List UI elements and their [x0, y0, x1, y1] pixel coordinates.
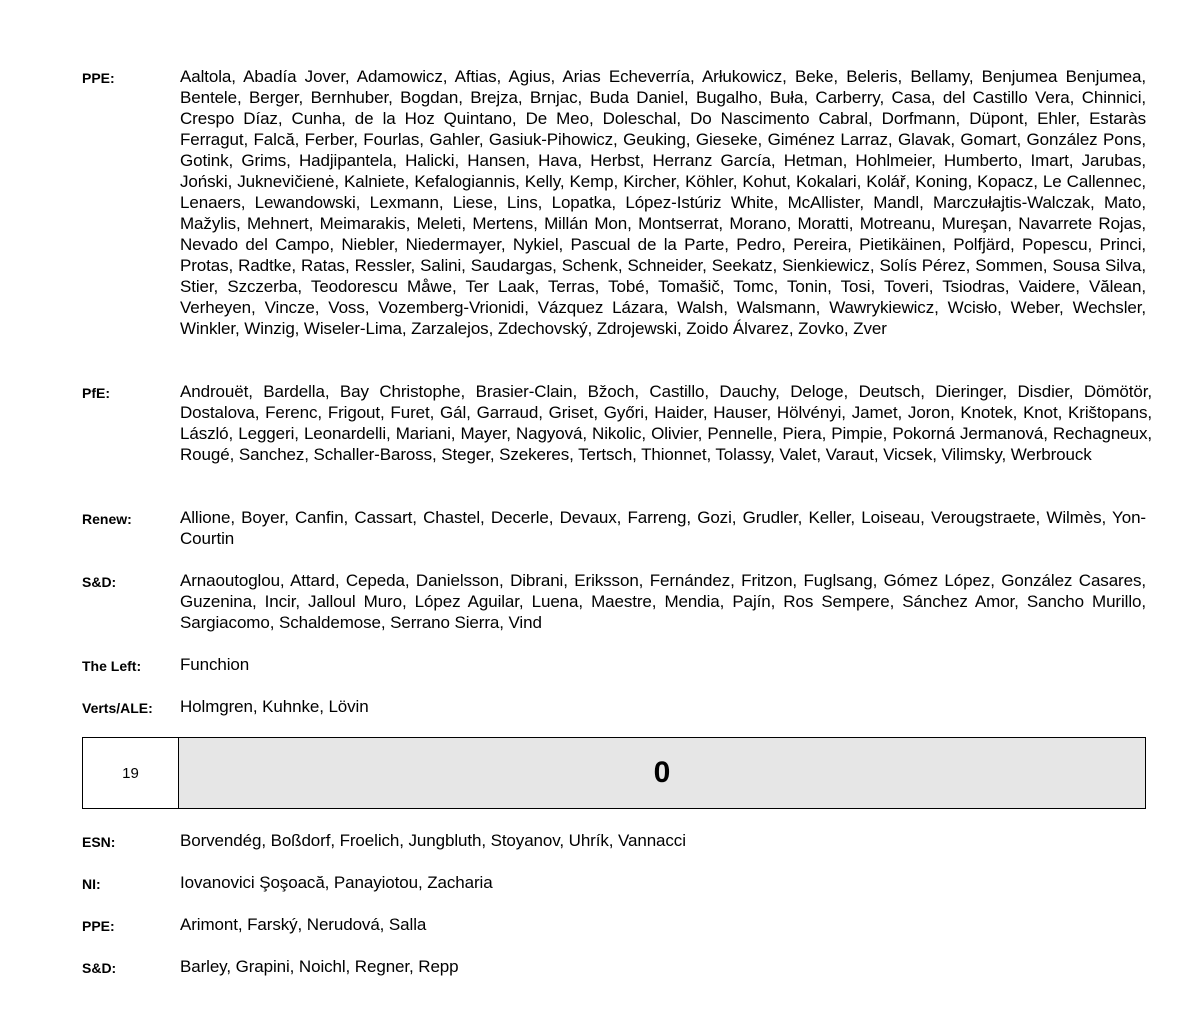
- group-member-names: Holmgren, Kuhnke, Lövin: [180, 697, 369, 716]
- group-label: PfE:: [82, 385, 110, 401]
- group-member-names: Iovanovici Şoşoacă, Panayiotou, Zacharia: [180, 873, 493, 892]
- group-member-names: Androuët, Bardella, Bay Christophe, Brasier-Clain, Bžoch, Castillo, Dauchy, Deloge, Deutsch, Dieringer, Disdier, Dömötör, Dostalova, Ferenc, Frigout, Furet, Gál, Garraud, Griset, Győri, Haider, Hauser, Hölvényi, Jamet, Joron, Knotek, Knot, Krištopans, László, Leggeri, Leonardelli, Mariani, Mayer, Nagyová, Nikolic, Olivier, Pennelle, Piera, Pimpie, Pokorná Jermanová, Rechagneux, Rougé, Sanchez, Schaller-Baross, Steger, Szekeres, Tertsch, Thionnet, Tolassy, Valet, Varaut, Vicsek, Vilimsky, Werbrouck: [180, 382, 1152, 464]
- group-member-names: Borvendég, Boßdorf, Froelich, Jungbluth, Stoyanov, Uhrík, Vannacci: [180, 831, 686, 850]
- group-member-names: Arimont, Farský, Nerudová, Salla: [180, 915, 427, 934]
- group-member-names: Arnaoutoglou, Attard, Cepeda, Danielsson, Dibrani, Eriksson, Fernández, Fritzon, Fuglsang, Gómez López, González Casares, Guzenina, Incir, Jalloul Muro, López Aguilar, Luena, Maestre, Mendia, Pajín, Ros Sempere, Sánchez Amor, Sancho Murillo, Sargiacomo, Schaldemose, Serrano Sierra, Vind: [180, 571, 1146, 632]
- vote-total: 0: [179, 738, 1145, 808]
- group-member-names: Aaltola, Abadía Jover, Adamowicz, Aftias, Agius, Arias Echeverría, Arłukowicz, Beke, Beleris, Bellamy, Benjumea Benjumea, Bentele, Berger, Bernhuber, Bogdan, Brejza, Brnjac, Buda Daniel, Bugalho, Buła, Carberry, Casa, del Castillo Vera, Chinnici, Crespo Díaz, Cunha, de la Hoz Quintano, De Meo, Doleschal, Do Nascimento Cabral, Dorfmann, Düpont, Ehler, Estaràs Ferragut, Falcă, Ferber, Fourlas, Gahler, Gasiuk-Pihowicz, Geuking, Gieseke, Giménez Larraz, Glavak, Gomart, González Pons, Gotink, Grims, Hadjipantela, Halicki, Hansen, Hava, Herbst, Herranz García, Hetman, Hohlmeier, Humberto, Imart, Jarubas, Joński, Juknevičienė, Kalniete, Kefalogiannis, Kelly, Kemp, Kircher, Köhler, Kohut, Kokalari, Kolář, Koning, Kopacz, Le Callennec, Lenaers, Lewandowski, Lexmann, Liese, Lins, Lopatka, López-Istúriz White, McAllister, Mandl, Marczułajtis-Walczak, Mato, Mažylis, Mehnert, Meimarakis, Meleti, Mertens, Millán Mon, Montserrat, Morano, Moratti, Motreanu, Mureşan, Navarrete Rojas, Nevado del Campo, Niebler, Niedermayer, Nykiel, Pascual de la Parte, Pedro, Pereira, Pietikäinen, Polfjärd, Popescu, Princi, Protas, Radtke, Ratas, Ressler, Salini, Saudargas, Schenk, Schneider, Seekatz, Sienkiewicz, Solís Pérez, Sommen, Sousa Silva, Stier, Szczerba, Teodorescu Måwe, Ter Laak, Terras, Tobé, Tomašič, Tomc, Tonin, Tosi, Toveri, Tsiodras, Vaidere, Vălean, Verheyen, Vincze, Voss, Vozemberg-Vrionidi, Vázquez Lázara, Walsh, Walsmann, Wawrykiewicz, Wcisło, Weber, Wechsler, Winkler, Winzig, Wiseler-Lima, Zarzalejos, Zdechovský, Zdrojewski, Zoido Álvarez, Zovko, Zver: [180, 67, 1146, 338]
- group-member-names: Allione, Boyer, Canfin, Cassart, Chastel, Decerle, Devaux, Farreng, Gozi, Grudler, Keller, Loiseau, Verougstraete, Wilmès, Yon-Courtin: [180, 508, 1146, 548]
- group-label: S&D:: [82, 960, 117, 976]
- group-member-names: Barley, Grapini, Noichl, Regner, Repp: [180, 957, 459, 976]
- group-label: The Left:: [82, 658, 142, 674]
- group-label: NI:: [82, 876, 101, 892]
- group-label: PPE:: [82, 70, 115, 86]
- group-label: Verts/ALE:: [82, 700, 153, 716]
- group-label: Renew:: [82, 511, 132, 527]
- group-label: ESN:: [82, 834, 116, 850]
- group-member-names: Funchion: [180, 655, 250, 674]
- group-label: S&D:: [82, 574, 117, 590]
- group-label: PPE:: [82, 918, 115, 934]
- vote-number: 19: [83, 738, 179, 808]
- vote-result-box: [82, 737, 1146, 809]
